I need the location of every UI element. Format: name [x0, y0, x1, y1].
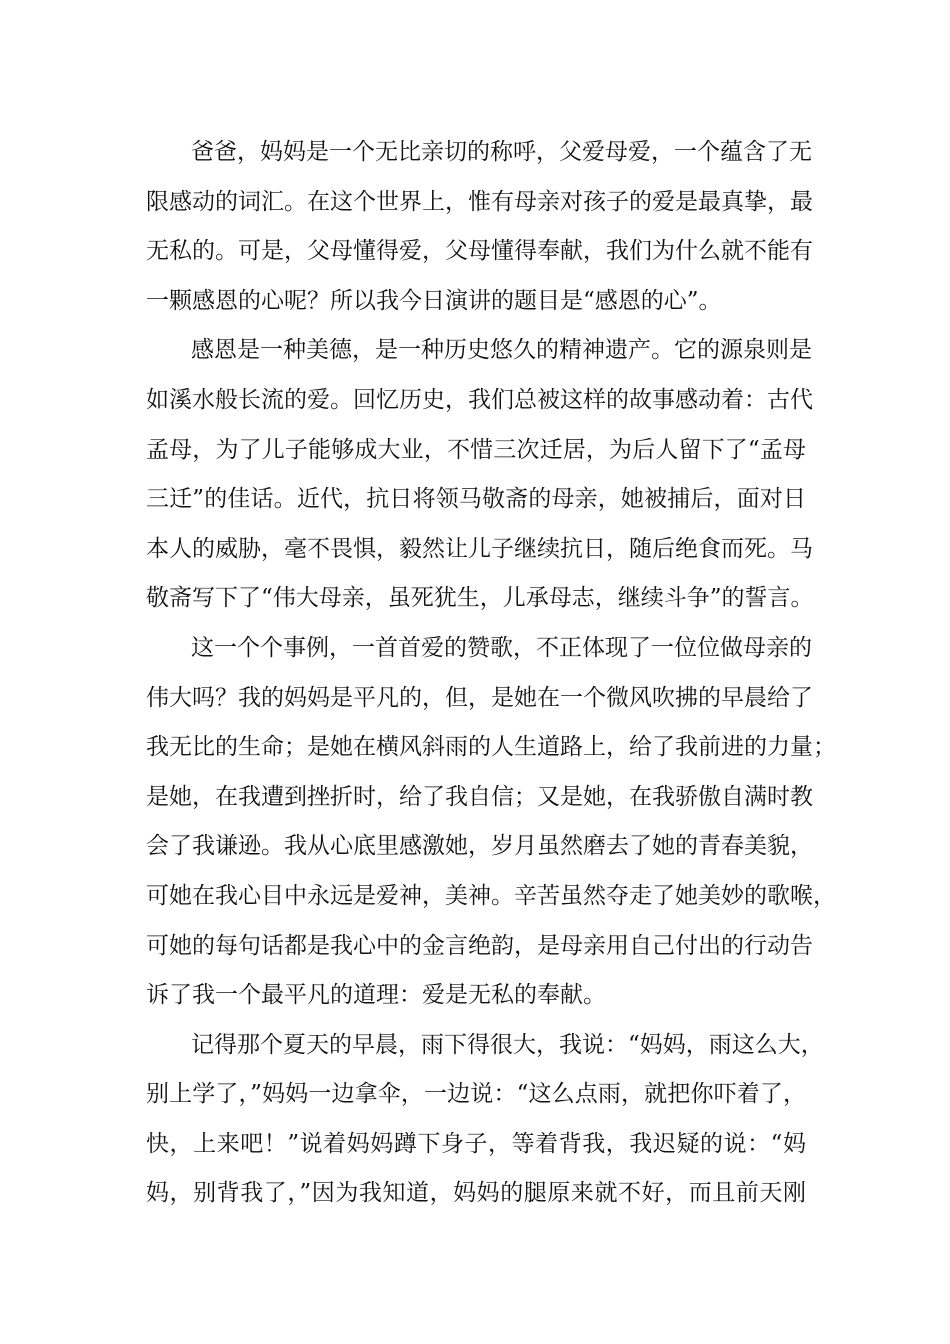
text-line: 一颗感恩的心呢？所以我今日演讲的题目是“感恩的心”。 [146, 287, 722, 314]
text-line: 如溪水般长流的爱。回忆历史，我们总被这样的故事感动着：古代 [146, 386, 813, 413]
text-line: 可她的每句话都是我心中的金言绝韵，是母亲用自己付出的行动告 [146, 932, 813, 959]
text-line: 是她，在我遭到挫折时，给了我自信；又是她，在我骄傲自满时教 [146, 783, 813, 810]
paragraph [146, 326, 814, 624]
text-line: 可她在我心目中永远是爱神，美神。辛苦虽然夺走了她美妙的歌喉， [146, 882, 836, 909]
text-line: 这一个个事例，一首首爱的赞歌，不正体现了一位位做母亲的 [191, 634, 812, 661]
text-line: 本人的威胁，毫不畏惧，毅然让儿子继续抗日，随后绝食而死。马 [146, 535, 813, 562]
text-line: 敬斋写下了“伟大母亲，虽死犹生，儿承母志，继续斗争”的誓言。 [146, 585, 814, 612]
text-line: 三迁”的佳话。近代，抗日将领马敬斋的母亲，她被捕后，面对日 [146, 486, 806, 513]
text-line: 伟大吗？我的妈妈是平凡的，但，是她在一个微风吹拂的早晨给了 [146, 684, 813, 711]
paragraph [146, 624, 836, 1021]
text-line: 我无比的生命；是她在横风斜雨的人生道路上，给了我前进的力量； [146, 734, 836, 761]
text-line: 记得那个夏天的早晨，雨下得很大，我说：“妈妈，雨这么大， [191, 1031, 824, 1058]
document-body [146, 128, 836, 1219]
paragraph [146, 128, 813, 326]
text-line: 妈，别背我了，”因为我知道，妈妈的腿原来就不好，而且前天刚 [146, 1180, 806, 1207]
paragraph [146, 1021, 824, 1219]
text-line: 快，上来吧！”说着妈妈蹲下身子，等着背我，我迟疑的说：“妈 [146, 1130, 806, 1157]
text-line: 爸爸，妈妈是一个无比亲切的称呼，父爱母爱，一个蕴含了无 [191, 139, 812, 165]
text-line: 别上学了，”妈妈一边拿伞，一边说：“这么点雨，就把你吓着了， [146, 1081, 806, 1108]
text-line: 诉了我一个最平凡的道理：爱是无私的奉献。 [146, 982, 606, 1009]
text-line: 感恩是一种美德，是一种历史悠久的精神遗产。它的源泉则是 [191, 337, 812, 364]
text-line: 无私的。可是，父母懂得爱，父母懂得奉献，我们为什么就不能有 [146, 238, 813, 265]
text-line: 限感动的词汇。在这个世界上，惟有母亲对孩子的爱是最真挚，最 [146, 188, 813, 215]
text-line: 会了我谦逊。我从心底里感激她，岁月虽然磨去了她的青春美貌， [146, 833, 813, 860]
text-line: 孟母，为了儿子能够成大业，不惜三次迁居，为后人留下了“孟母 [146, 436, 806, 463]
